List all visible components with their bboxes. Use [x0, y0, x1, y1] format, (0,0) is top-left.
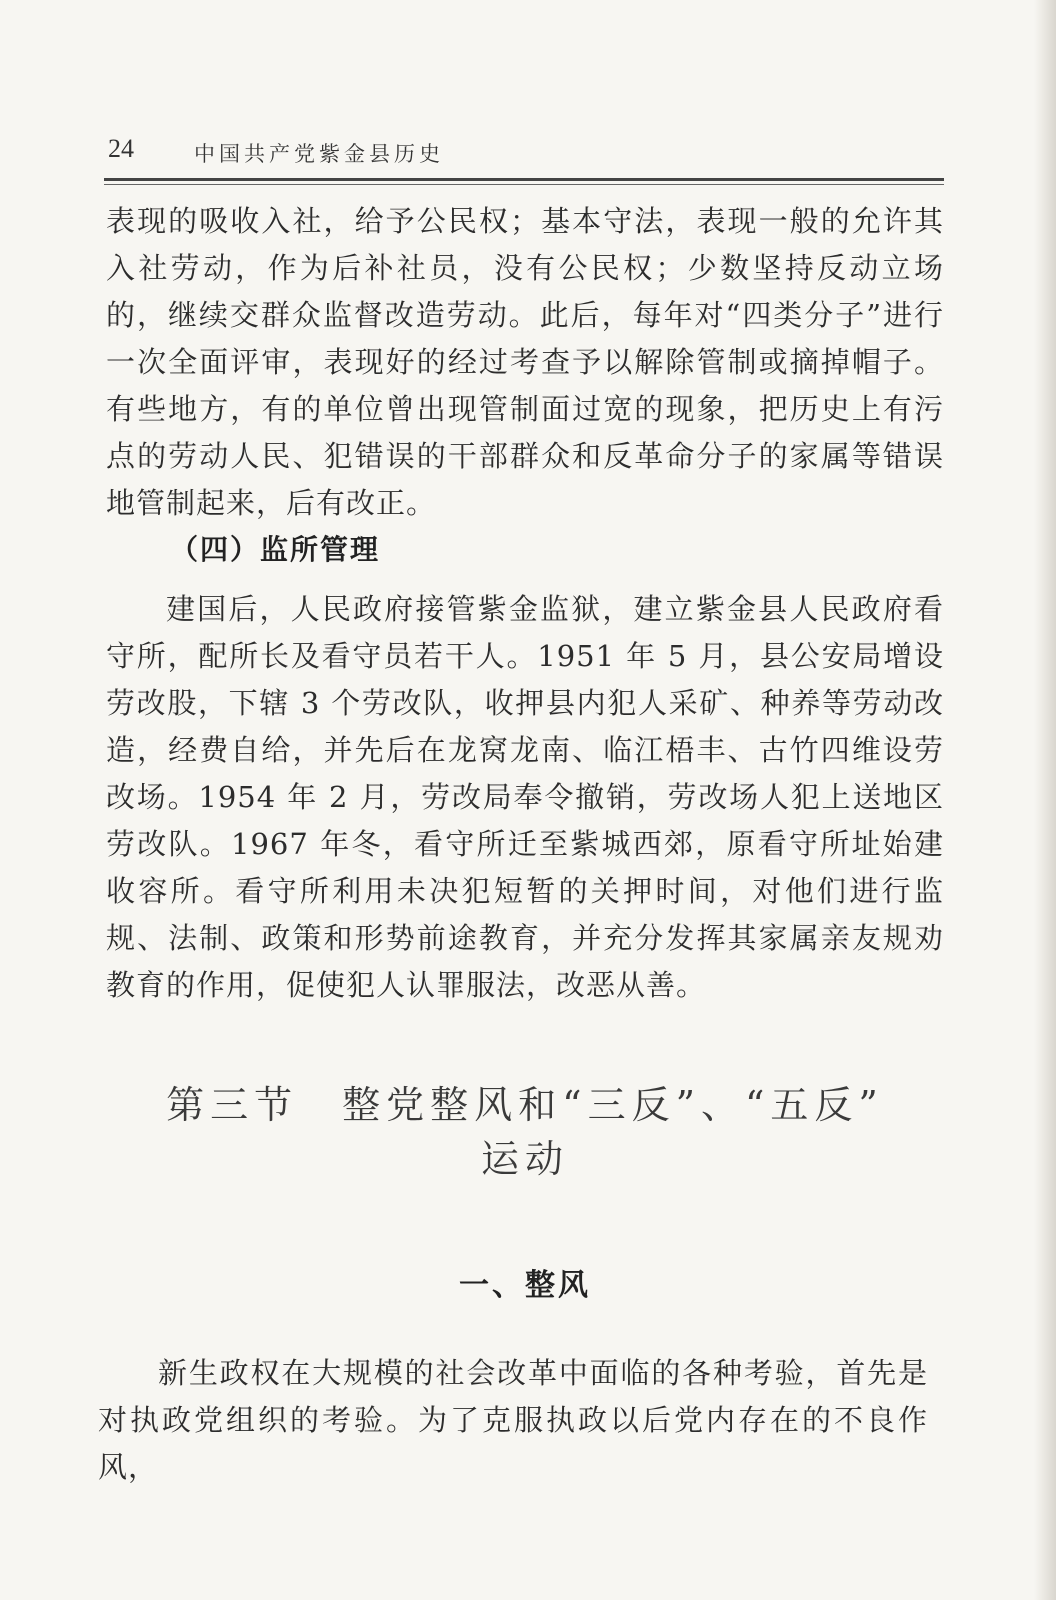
section-title — [106, 1078, 944, 1186]
subheading-prison-management: （四）监所管理 — [170, 533, 381, 566]
running-title: 中国共产党紫金县历史 — [194, 142, 444, 166]
subsection-heading-rectification: 一、整风 — [459, 1268, 591, 1303]
page-edge-shadow — [1034, 0, 1056, 1600]
paragraph-rectification: 新生政权在大规模的社会改革中面临的各种考验，首先是对执政党组织的考验。为了克服执政以后党内存在的不良作风， — [98, 1356, 928, 1484]
page-header — [108, 132, 944, 172]
paragraph-prison-management: 建国后，人民政府接管紫金监狱，建立紫金县人民政府看守所，配所长及看守员若干人。1951 年 5 月，县公安局增设劳改股，下辖 3 个劳改队，收押县内犯人采矿、种养等劳动改造，经费自给，并先后在龙窝龙南、临江梧丰、古竹四维设劳改场。1954 年 2 月，劳改局奉令撤销，劳改场人犯上送地区劳改队。1967 年冬，看守所迁至紫城西郊，原看守所址始建收容所。看守所利用未决犯短暂的关押时间，对他们进行监规、法制、政策和形势前途教育，并充分发挥其家属亲友规劝教育的作用，促使犯人认罪服法，改恶从善。 — [106, 592, 944, 1002]
paragraph-continuation: 表现的吸收入社，给予公民权；基本守法，表现一般的允许其入社劳动，作为后补社员，没有公民权；少数坚持反动立场的，继续交群众监督改造劳动。此后，每年对“四类分子”进行一次全面评审，表现好的经过考查予以解除管制或摘掉帽子。有些地方，有的单位曾出现管制面过宽的现象，把历史上有污点的劳动人民、犯错误的干部群众和反革命分子的家属等错误地管制起来，后有改正。 — [106, 204, 944, 520]
header-rule-thin — [104, 184, 944, 185]
section-title-line-2: 运动 — [480, 1137, 569, 1181]
page-number: 24 — [108, 134, 134, 163]
header-rule-thick — [104, 178, 944, 181]
section-title-line-1: 第三节 整党整风和“三反”、“五反” — [166, 1083, 884, 1127]
